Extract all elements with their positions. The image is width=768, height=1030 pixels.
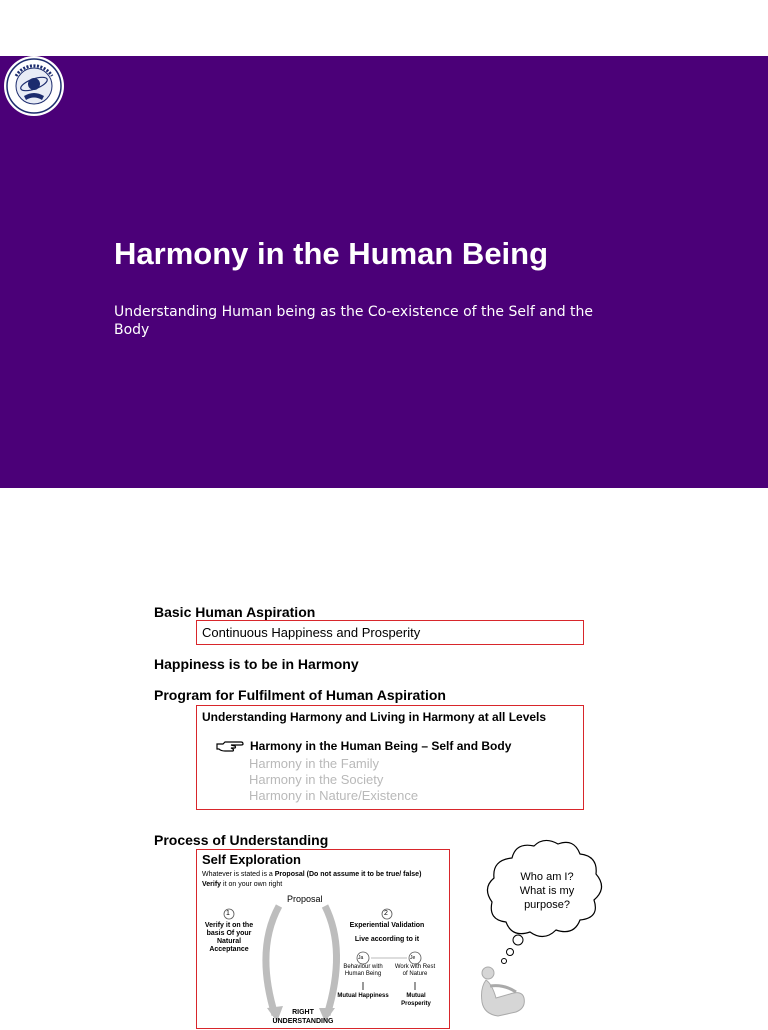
level-nature: Harmony in Nature/Existence — [249, 788, 419, 803]
happiness-heading: Happiness is to be in Harmony — [154, 656, 359, 672]
je-label: Je — [410, 955, 416, 961]
program-heading: Program for Fulfilment of Human Aspiration — [154, 687, 446, 703]
basic-aspiration-heading: Basic Human Aspiration — [154, 604, 316, 620]
verify-statement-part: it on your own right — [221, 881, 283, 888]
level-human-being: Harmony in the Human Being – Self and Body — [250, 739, 512, 753]
mutual-prosperity-label: Mutual Prosperity — [401, 993, 431, 1007]
work-label: Work with Rest of Nature — [394, 964, 436, 977]
presentation-title: Harmony in the Human Being — [114, 236, 549, 271]
behaviour-label: Behaviour with Human Being — [343, 964, 383, 977]
process-heading: Process of Understanding — [154, 832, 329, 848]
live-according: Live according to it — [354, 936, 420, 943]
self-exploration-box — [196, 849, 450, 1029]
thought-line-1: Who am I? — [520, 871, 574, 883]
program-box-title: Understanding Harmony and Living in Harmony at all Levels — [202, 710, 547, 724]
verify-statement — [202, 881, 282, 888]
step-1-label: 1 — [226, 910, 230, 917]
self-exploration-title: Self Exploration — [202, 852, 301, 867]
understanding-label: UNDERSTANDING — [272, 1018, 334, 1025]
verify-word: Verify — [202, 881, 222, 888]
slide-preview — [150, 598, 618, 1024]
proposal-caveat: (Do not assume it to be true/ false) — [304, 871, 422, 878]
mutual-happiness-label: Mutual Happiness — [337, 993, 389, 999]
thought-bubble-text — [492, 870, 602, 912]
verify-natural-acceptance: Verify it on the basis Of your Natural Acceptance — [204, 922, 254, 953]
thought-line-2: What is my — [519, 885, 575, 897]
presentation-subtitle: Understanding Human being as the Co-existence of the Self and the Body — [114, 304, 594, 338]
right-label: RIGHT — [292, 1009, 314, 1016]
title-banner — [0, 56, 768, 488]
experiential-validation: Experiential Validation — [349, 922, 425, 929]
pointing-hand-icon — [215, 740, 245, 754]
program-box — [196, 705, 584, 810]
ja-label: Ja — [358, 955, 364, 961]
basic-aspiration-box — [196, 620, 584, 645]
meditating-figure-icon — [476, 964, 532, 1024]
proposal-label: Proposal — [287, 894, 323, 904]
level-family: Harmony in the Family — [249, 756, 380, 771]
level-society: Harmony in the Society — [249, 772, 384, 787]
universal-human-values-logo — [2, 54, 66, 118]
proposal-statement-part: Whatever is stated is a — [202, 871, 275, 878]
basic-aspiration-text: Continuous Happiness and Prosperity — [202, 625, 421, 640]
proposal-statement — [202, 871, 421, 878]
thought-line-3: purpose? — [524, 899, 570, 911]
step-2-label: 2 — [384, 910, 388, 917]
proposal-word: Proposal — [274, 871, 305, 878]
